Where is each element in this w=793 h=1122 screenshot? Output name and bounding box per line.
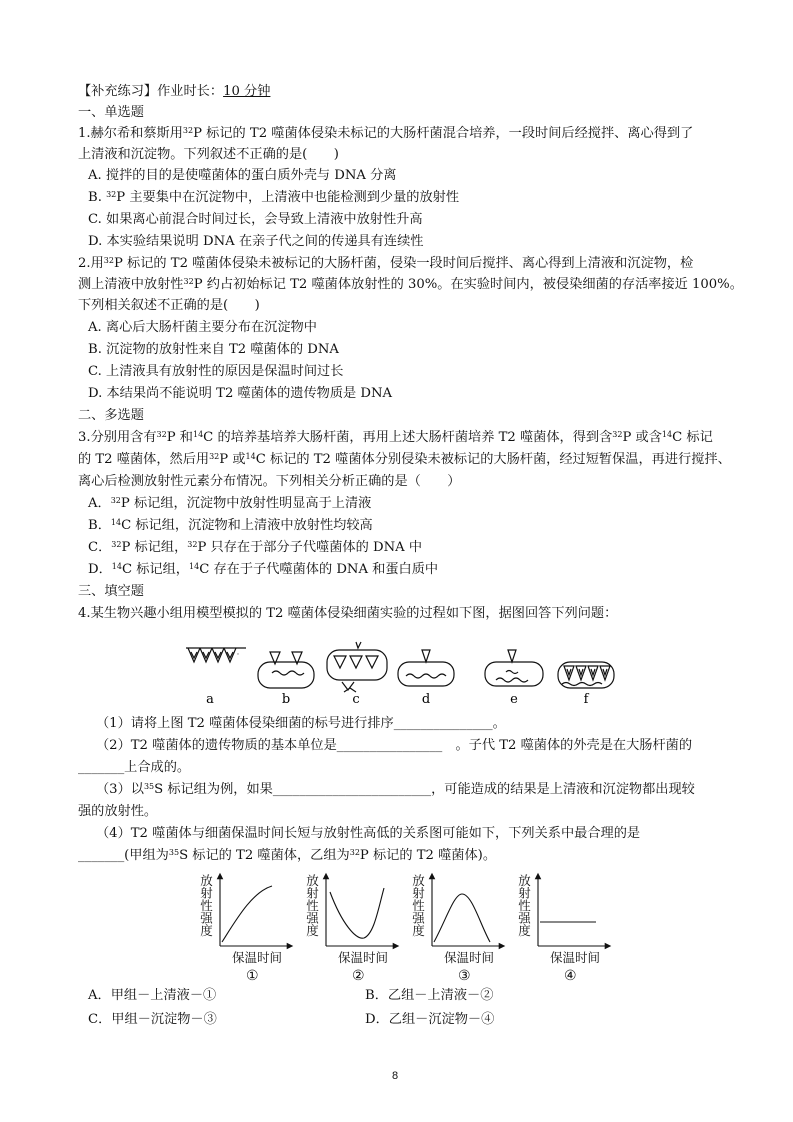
graph-1-num: ① — [246, 968, 259, 982]
section-single: 一、单选题 — [78, 105, 144, 120]
diagram-label-b: b — [281, 692, 291, 706]
diagram-label-a: a — [206, 692, 214, 706]
infection-model-diagram — [180, 640, 620, 706]
header-prefix: 【补充练习】作业时长： — [78, 84, 224, 99]
q2-line2: 测上清液中放射性$^{32}$P 约占初始标记 T2 噬菌体放射性的 30%。在实验时间内，被侵染细菌的存活率接近 100%。 — [78, 277, 743, 292]
diagram-panel-b — [258, 652, 314, 688]
diagram-label-d: d — [421, 692, 431, 706]
q4-option-d: D．乙组－沉淀物－④ — [365, 1012, 495, 1027]
graph-4 — [517, 874, 609, 982]
graph-3 — [411, 874, 503, 982]
q2-option-b: B. 沉淀物的放射性来自 T2 噬菌体的 DNA — [88, 342, 339, 357]
graph-1 — [199, 874, 291, 982]
graph-2 — [305, 874, 397, 982]
q2-line1: 2.用$^{32}$P 标记的 T2 噬菌体侵染未被标记的大肠杆菌，侵染一段时间后搅拌、离心得到上清液和沉淀物，检 — [78, 256, 694, 271]
diagram-label-e: e — [510, 692, 518, 706]
graph-4-num: ④ — [564, 968, 577, 982]
q4-part3-line2: 强的放射性。 — [78, 804, 158, 819]
q4-option-c: C．甲组－沉淀物－③ — [88, 1012, 217, 1027]
q1-option-d: D. 本实验结果说明 DNA 在亲子代之间的传递具有连续性 — [88, 234, 424, 249]
q4-intro: 4.某生物兴趣小组用模型模拟的 T2 噬菌体侵染细菌实验的过程如下图，据图回答下列问题： — [78, 606, 618, 621]
q4-part3-line1: （3）以$^{35}$S 标记组为例，如果________________________，可能造成的结果是上清液和沉淀物都出现较 — [96, 782, 695, 797]
diagram-panel-d — [398, 650, 454, 686]
graph-2-ylabel: 放射性强度 — [304, 874, 320, 937]
graph-4-xlabel: 保温时间 — [550, 950, 601, 965]
header — [78, 82, 270, 102]
q4-part4-line2: _______(甲组为$^{35}$S 标记的 T2 噬菌体，乙组为$^{32}$P 标记的 T2 噬菌体)。 — [78, 848, 497, 863]
graph-1-xlabel: 保温时间 — [232, 950, 283, 965]
diagram-label-f: f — [583, 692, 589, 706]
q4-part2-line1: （2）T2 噬菌体的遗传物质的基本单位是________________ 。子代 T2 噬菌体的外壳是在大肠杆菌的 — [96, 738, 693, 753]
graph-4-ylabel: 放射性强度 — [516, 874, 532, 937]
q3-option-c: C．$^{32}$P 标记组，$^{32}$P 只存在于部分子代噬菌体的 DNA 中 — [88, 540, 423, 555]
q1-option-a: A. 搅拌的目的是使噬菌体的蛋白质外壳与 DNA 分离 — [88, 168, 397, 183]
graph-2-xlabel: 保温时间 — [338, 950, 389, 965]
diagram-panel-a — [186, 648, 246, 662]
q2-line3: 下列相关叙述不正确的是( ) — [78, 298, 260, 313]
q4-part1: （1）请将上图 T2 噬菌体侵染细菌的标号进行排序_______________。 — [96, 716, 506, 731]
q3-line1: 3.分别用含有$^{32}$P 和$^{14}$C 的培养基培养大肠杆菌，再用上述大肠杆菌培养 T2 噬菌体，得到含$^{32}$P 或含$^{14}$C 标记 — [78, 430, 713, 445]
page-number: 8 — [392, 1070, 399, 1082]
q3-option-d: D．$^{14}$C 标记组，$^{14}$C 存在于子代噬菌体的 DNA 和蛋白质中 — [88, 562, 439, 577]
q2-option-c: C. 上清液具有放射性的原因是保温时间过长 — [88, 364, 344, 379]
q3-option-a: A．$^{32}$P 标记组，沉淀物中放射性明显高于上清液 — [88, 496, 372, 511]
q3-option-b: B．$^{14}$C 标记组，沉淀物和上清液中放射性均较高 — [88, 518, 373, 533]
diagram-panel-e — [485, 650, 543, 686]
q4-option-b: B．乙组－上清液－② — [365, 988, 494, 1003]
q1-option-c: C. 如果离心前混合时间过长，会导致上清液中放射性升高 — [88, 212, 423, 227]
q2-option-d: D. 本结果尚不能说明 T2 噬菌体的遗传物质是 DNA — [88, 386, 393, 401]
q3-line3: 离心后检测放射性元素分布情况。下列相关分析正确的是（ ） — [78, 474, 461, 489]
q4-part2-line2: _______上合成的。 — [78, 760, 191, 775]
graph-3-ylabel: 放射性强度 — [410, 874, 426, 937]
diagram-label-c: c — [352, 692, 360, 706]
section-multi: 二、多选题 — [78, 408, 144, 423]
q1-line1: 1.赫尔希和蔡斯用$^{32}$P 标记的 T2 噬菌体侵染未标记的大肠杆菌混合培养，一段时间后经搅拌、离心得到了 — [78, 126, 694, 141]
q4-option-a: A．甲组－上清液－① — [88, 988, 217, 1003]
section-fill: 三、填空题 — [78, 584, 144, 599]
graph-1-ylabel: 放射性强度 — [198, 874, 214, 937]
diagram-panel-f — [558, 662, 614, 688]
q3-line2: 的 T2 噬菌体，然后用$^{32}$P 或$^{14}$C 标记的 T2 噬菌体分别侵染未被标记的大肠杆菌，经过短暂保温，再进行搅拌、 — [78, 452, 731, 467]
header-duration: 10 分钟 — [223, 84, 271, 99]
q1-option-b: B. $^{32}$P 主要集中在沉淀物中，上清液中也能检测到少量的放射性 — [88, 190, 460, 205]
graph-3-num: ③ — [458, 968, 471, 982]
q2-option-a: A. 离心后大肠杆菌主要分布在沉淀物中 — [88, 320, 317, 335]
diagram-panel-c — [327, 642, 387, 692]
q1-line2: 上清液和沉淀物。下列叙述不正确的是( ) — [78, 147, 339, 162]
q4-part4-line1: （4）T2 噬菌体与细菌保温时间长短与放射性高低的关系图可能如下，下列关系中最合理的是 — [96, 826, 641, 841]
graph-2-num: ② — [352, 968, 365, 982]
radioactivity-graphs — [196, 870, 616, 982]
graph-3-xlabel: 保温时间 — [444, 950, 495, 965]
